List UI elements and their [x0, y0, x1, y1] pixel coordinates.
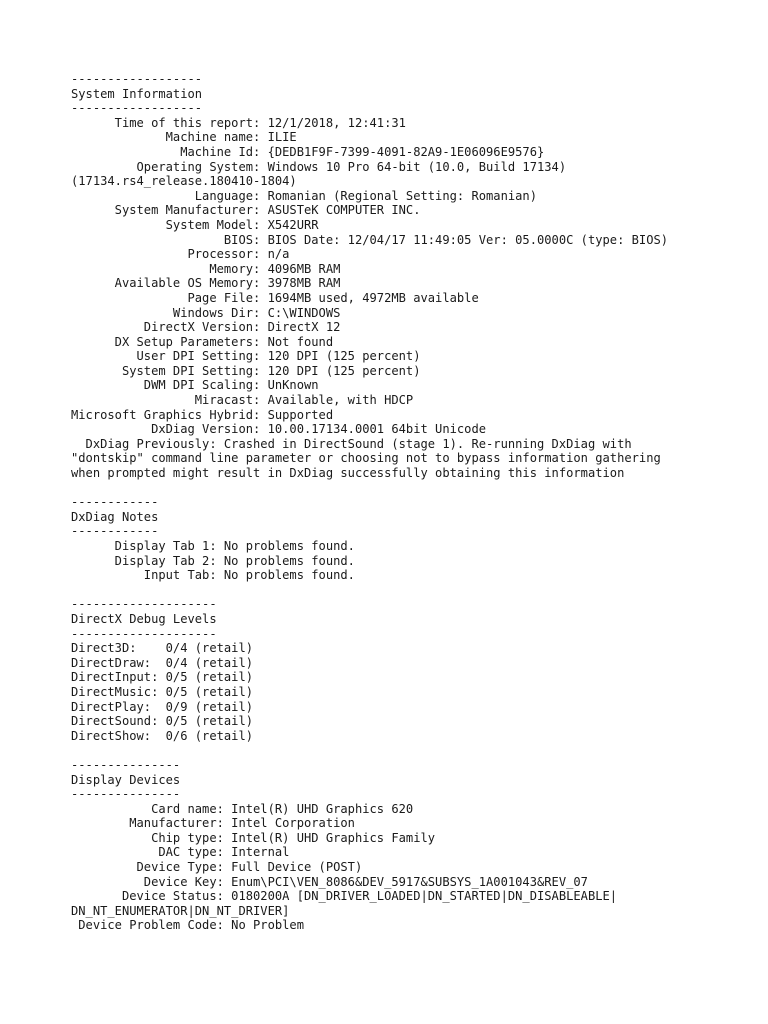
report-line: User DPI Setting: 120 DPI (125 percent) [71, 349, 421, 364]
report-line: Display Tab 1: No problems found. [71, 539, 355, 553]
report-line: Memory: 4096MB RAM [71, 261, 341, 276]
report-line: DX Setup Parameters: Not found [71, 334, 334, 349]
report-line: Available OS Memory: 3978MB RAM [71, 276, 341, 291]
report-line: Manufacturer: Intel Corporation [71, 816, 355, 831]
report-line: DirectMusic: 0/5 (retail) [71, 684, 254, 699]
report-line: Language: Romanian (Regional Setting: Romanian) [71, 188, 537, 203]
report-line: Input Tab: No problems found. [71, 568, 355, 583]
report-line: DirectShow: 0/6 (retail) [71, 728, 254, 743]
report-line: when prompted might result in DxDiag successfully obtaining this information [71, 466, 625, 481]
section-rule: --------------- [71, 787, 181, 802]
report-line: BIOS: BIOS Date: 12/04/17 11:49:05 Ver: 05.0000C (type: BIOS) [71, 232, 669, 247]
section-directx-debug-levels [71, 597, 761, 743]
section-rule: --------------- [71, 757, 181, 772]
section-rule: ------------ [71, 524, 159, 539]
report-line: Windows Dir: C:\WINDOWS [71, 305, 341, 320]
report-line: Processor: n/a [71, 247, 290, 262]
report-line: DxDiag Previously: Crashed in DirectSound (stage 1). Re-running DxDiag with [71, 436, 632, 451]
report-line: Display Tab 2: No problems found. [71, 553, 355, 568]
report-line: DirectDraw: 0/4 (retail) [71, 655, 254, 670]
section-dxdiag-notes [71, 495, 761, 583]
section-rule: ------------------ [71, 72, 203, 86]
section-rule: ------------ [71, 495, 159, 510]
report-line: DirectSound: 0/5 (retail) [71, 714, 254, 729]
blank-line [71, 583, 761, 598]
report-line: DirectPlay: 0/9 (retail) [71, 699, 254, 714]
report-line: Time of this report: 12/1/2018, 12:41:31 [71, 115, 406, 130]
report-line: (17134.rs4_release.180410-1804) [71, 174, 297, 189]
report-line: DirectInput: 0/5 (retail) [71, 670, 254, 685]
report-line: Machine Id: {DEDB1F9F-7399-4091-82A9-1E06096E9576} [71, 144, 545, 159]
report-line: Device Problem Code: No Problem [71, 918, 304, 933]
report-line: DxDiag Version: 10.00.17134.0001 64bit Unicode [71, 422, 487, 437]
section-title: DirectX Debug Levels [71, 611, 217, 626]
report-line: System Model: X542URR [71, 217, 319, 232]
report-line: Page File: 1694MB used, 4972MB available [71, 290, 479, 305]
report-line: Chip type: Intel(R) UHD Graphics Family [71, 830, 436, 845]
report-line: Operating System: Windows 10 Pro 64-bit (10.0, Build 17134) [71, 159, 567, 174]
section-title: Display Devices [71, 772, 181, 787]
blank-line [71, 743, 761, 758]
report-line: DN_NT_ENUMERATOR|DN_NT_DRIVER] [71, 903, 290, 918]
blank-line [71, 481, 761, 496]
report-line: DirectX Version: DirectX 12 [71, 320, 341, 335]
report-line: Device Type: Full Device (POST) [71, 860, 363, 875]
report-line: Machine name: ILIE [71, 130, 297, 145]
section-rule: -------------------- [71, 597, 217, 612]
report-line: Direct3D: 0/4 (retail) [71, 641, 254, 656]
report-line: "dontskip" command line parameter or choosing not to bypass information gathering [71, 451, 661, 466]
section-display-devices [71, 758, 761, 933]
report-line: System Manufacturer: ASUSTeK COMPUTER INC. [71, 203, 421, 218]
section-title: DxDiag Notes [71, 509, 159, 524]
report-line: DAC type: Internal [71, 845, 290, 860]
section-title: System Information [71, 86, 203, 101]
report-line: Device Status: 0180200A [DN_DRIVER_LOADED|DN_STARTED|DN_DISABLEABLE| [71, 889, 618, 904]
report-line: Card name: Intel(R) UHD Graphics 620 [71, 801, 414, 816]
report-line: DWM DPI Scaling: UnKnown [71, 378, 319, 393]
report-line: Device Key: Enum\PCI\VEN_8086&DEV_5917&SUBSYS_1A001043&REV_07 [71, 874, 588, 889]
dxdiag-report [71, 72, 761, 933]
section-system-information [71, 72, 761, 481]
report-line: Miracast: Available, with HDCP [71, 393, 414, 408]
report-line: System DPI Setting: 120 DPI (125 percent) [71, 363, 421, 378]
report-line: Microsoft Graphics Hybrid: Supported [71, 407, 334, 422]
section-rule: -------------------- [71, 626, 217, 641]
section-rule: ------------------ [71, 101, 203, 116]
